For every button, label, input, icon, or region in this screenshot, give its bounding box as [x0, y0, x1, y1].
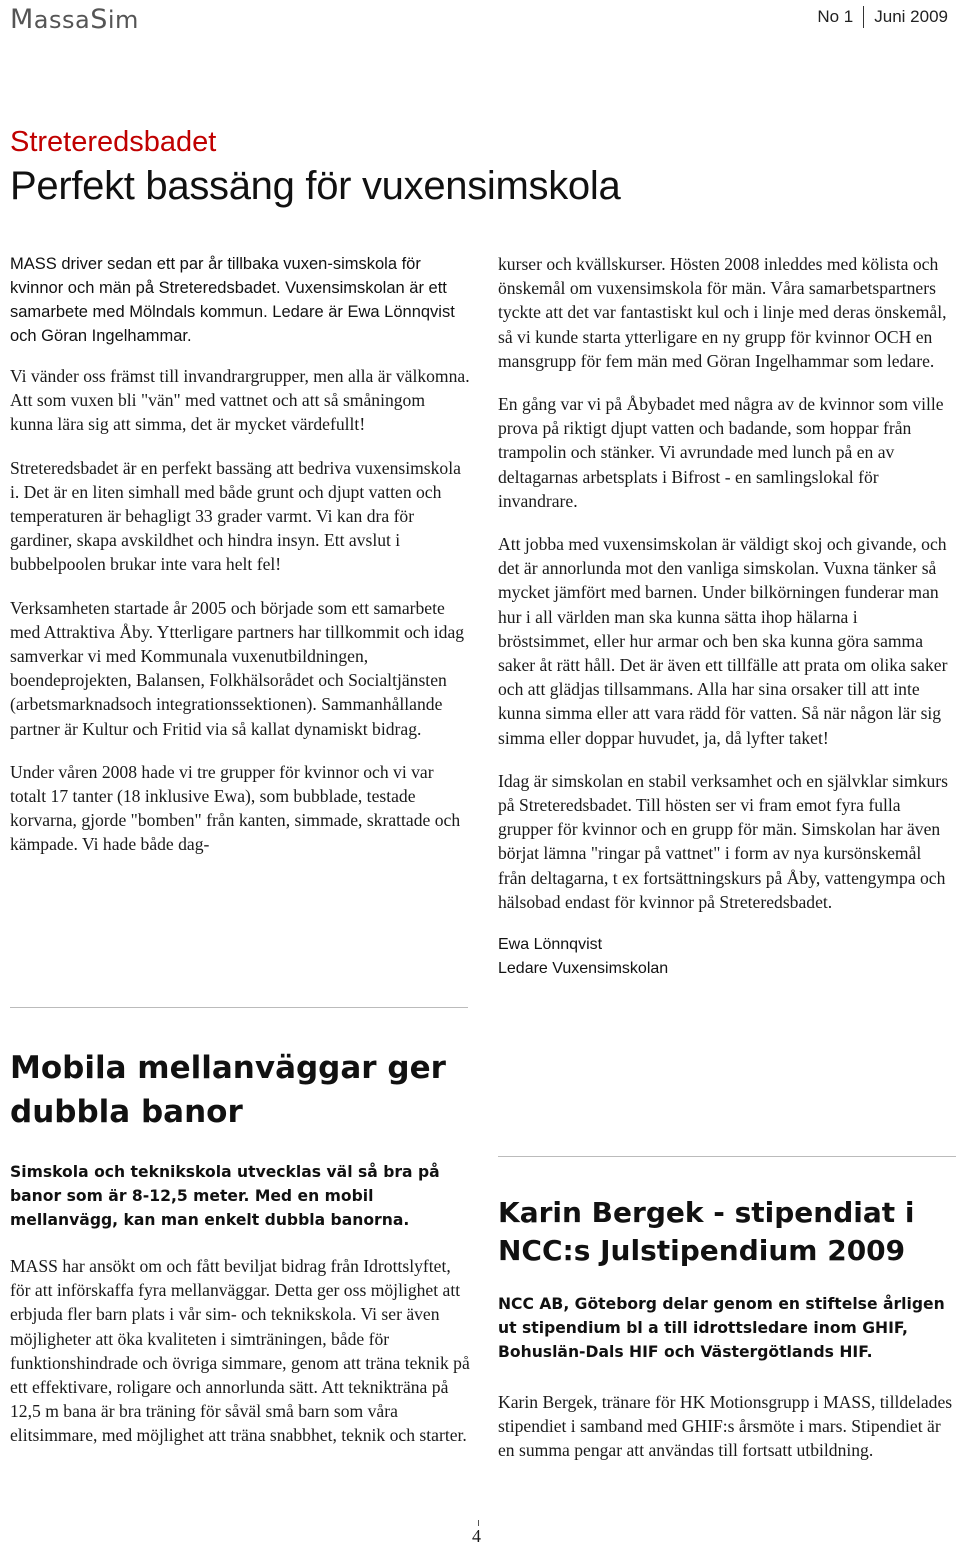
- article-paragraph: Verksamheten startade år 2005 och började som ett samarbete med Attraktiva Åby. Ytterligare partners har tillkommit och idag samverkar vi med Kommunala vuxenutbildningen, boendeprojekten, Balansen, Folkhälsorådet och Socialtjänsten (arbetsmarknadsoch integrationssektionen). Sammanhållande partner är Kultur och Fritid via så kallat dynamiskt bidrag.: [10, 597, 465, 739]
- section-divider: [498, 1156, 956, 1157]
- article3: [498, 1194, 956, 1482]
- signature-role: Ledare Vuxensimskolan: [498, 960, 669, 978]
- article-paragraph: Att jobba med vuxensimskolan är väldigt skoj och givande, och det är annorlunda mot den vanliga simskolan. Vuxna tänker så mycket jämfört med barnen. Under bilkörningen funderar man hur i all världen man ska kunna sätta ihop hälarna i bröstsimmet, eller hur armar och ben ska kunna göra samma saker åt rätt håll. Det är även ett tillfälle att prata om olika saker och att glädjas tillsammans. Alla har sina orsaker till att inte kunna simma eller att vara rädd för vatten. Så när någon lär sig simma eller doppar huvudet, ja, då lyfter taket!: [498, 534, 948, 748]
- article3-body: Karin Bergek, tränare för HK Motionsgrupp i MASS, tilldelades stipendiet i samband med GHIF:s årsmöte i mars. Stipendiet är en summa pengar att användas till fortsatt utbildning.: [498, 1392, 953, 1461]
- issue-number: No 1: [817, 7, 854, 26]
- article2-body: MASS har ansökt om och fått beviljat bidrag från Idrottslyftet, för att införskaffa fyra mellanväggar. Detta ger oss möjlighet att erbjuda fler barn plats i vår sim- och teknikskola. Vi ser även möjligheter att öka kvaliteten i simträningen, både för funktionshindrade och övriga simmare, genom att träna teknik på ett effektivare, roligare och annorlunda sätt. Att teknikträna på 12,5 m bana är bra träning för såväl små barn som våra elitsimmare, med möjlighet att träna snabbhet, teknik och starter.: [10, 1256, 470, 1446]
- article2: [10, 1046, 472, 1467]
- issue-date: Juni 2009: [874, 7, 948, 26]
- right-column: [498, 252, 948, 981]
- section-divider: [10, 1007, 468, 1008]
- issue-info: [817, 6, 948, 28]
- article2-lead: Simskola och teknikskola utvecklas väl så bra på banor som är 8-12,5 meter. Med en mobil mellanvägg, kan man enkelt dubbla banorna.: [10, 1163, 440, 1229]
- article-paragraph: Idag är simskolan en stabil verksamhet och en självklar simkurs på Streteredsbadet. Till hösten ser vi fram emot fyra fulla grupper för kvinnor och en grupp för män. Simskolan har även börjat lämna "ringar på vattnet" i form av nya kursönskemål från deltagarna, t ex fortsättningskurs på Åby, vattengympa och hälsobad endast för kvinnor på Streteredsbadet.: [498, 770, 948, 912]
- massasim-logo: MassaSim: [10, 4, 139, 35]
- article3-title: Karin Bergek - stipendiat i NCC:s Julstipendium 2009: [498, 1196, 915, 1267]
- signature: [498, 933, 948, 981]
- article-lead: MASS driver sedan ett par år tillbaka vuxen-simskola för kvinnor och män på Streteredsbadet. Vuxensimskolan är ett samarbete med Mölndals kommun. Ledare är Ewa Lönnqvist och Göran Ingelhammar.: [10, 255, 455, 345]
- article-kicker: Streteredsbadet: [10, 126, 217, 158]
- article2-title: Mobila mellanväggar ger dubbla banor: [10, 1050, 446, 1130]
- article-headline: Perfekt bassäng för vuxensimskola: [10, 164, 621, 208]
- left-column: [10, 252, 472, 876]
- article-paragraph: Under våren 2008 hade vi tre grupper för kvinnor och vi var totalt 17 tanter (18 inklusive Ewa), som bubblade, testade korvarna, gjorde "bomben" från kanten, simmade, skrattade och kämpade. Vi hade både dag-: [10, 761, 461, 855]
- page-number: 4: [472, 1526, 481, 1546]
- article-paragraph: Vi vänder oss främst till invandrargrupper, men alla är välkomna. Att som vuxen bli "vän" med vattnet och att så småningom kunna lära sig att simma, det är mycket värdefullt!: [10, 366, 470, 435]
- article-paragraph: kurser och kvällskurser. Hösten 2008 inleddes med kölista och önskemål om vuxensimskola för män. Våra samarbetspartners tyckte att det var fantastiskt kul och i linje med deras önskemål, så vi kunde starta ytterligare en ny grupp för kvinnor OCH en mansgrupp för fem män med Göran Ingelhammar som ledare.: [498, 254, 947, 371]
- signature-name: Ewa Lönnqvist: [498, 936, 603, 954]
- article3-lead: NCC AB, Göteborg delar genom en stiftelse årligen ut stipendium bl a till idrottsledare inom GHIF, Bohuslän-Dals HIF och Västergötlands HIF.: [498, 1295, 945, 1361]
- article-paragraph: Streteredsbadet är en perfekt bassäng att bedriva vuxensimskola i. Det är en liten simhall med både grunt och djupt vatten och temperaturen är behagligt 33 grader varmt. Vi kan dra för gardiner, skapa avskildhet och hindra insyn. Ett avslut i bubbelpoolen brukar inte vara helt fel!: [10, 457, 461, 575]
- issue-separator: [863, 6, 864, 28]
- article-paragraph: En gång var vi på Åbybadet med några av de kvinnor som ville prova på riktigt djupt vatten och badande, som hoppar från trampolin och stänker. Vi avrundade med lunch på en av deltagarnas arbetsplats i Bifrost - en samlingslokal för invandrare.: [498, 394, 944, 511]
